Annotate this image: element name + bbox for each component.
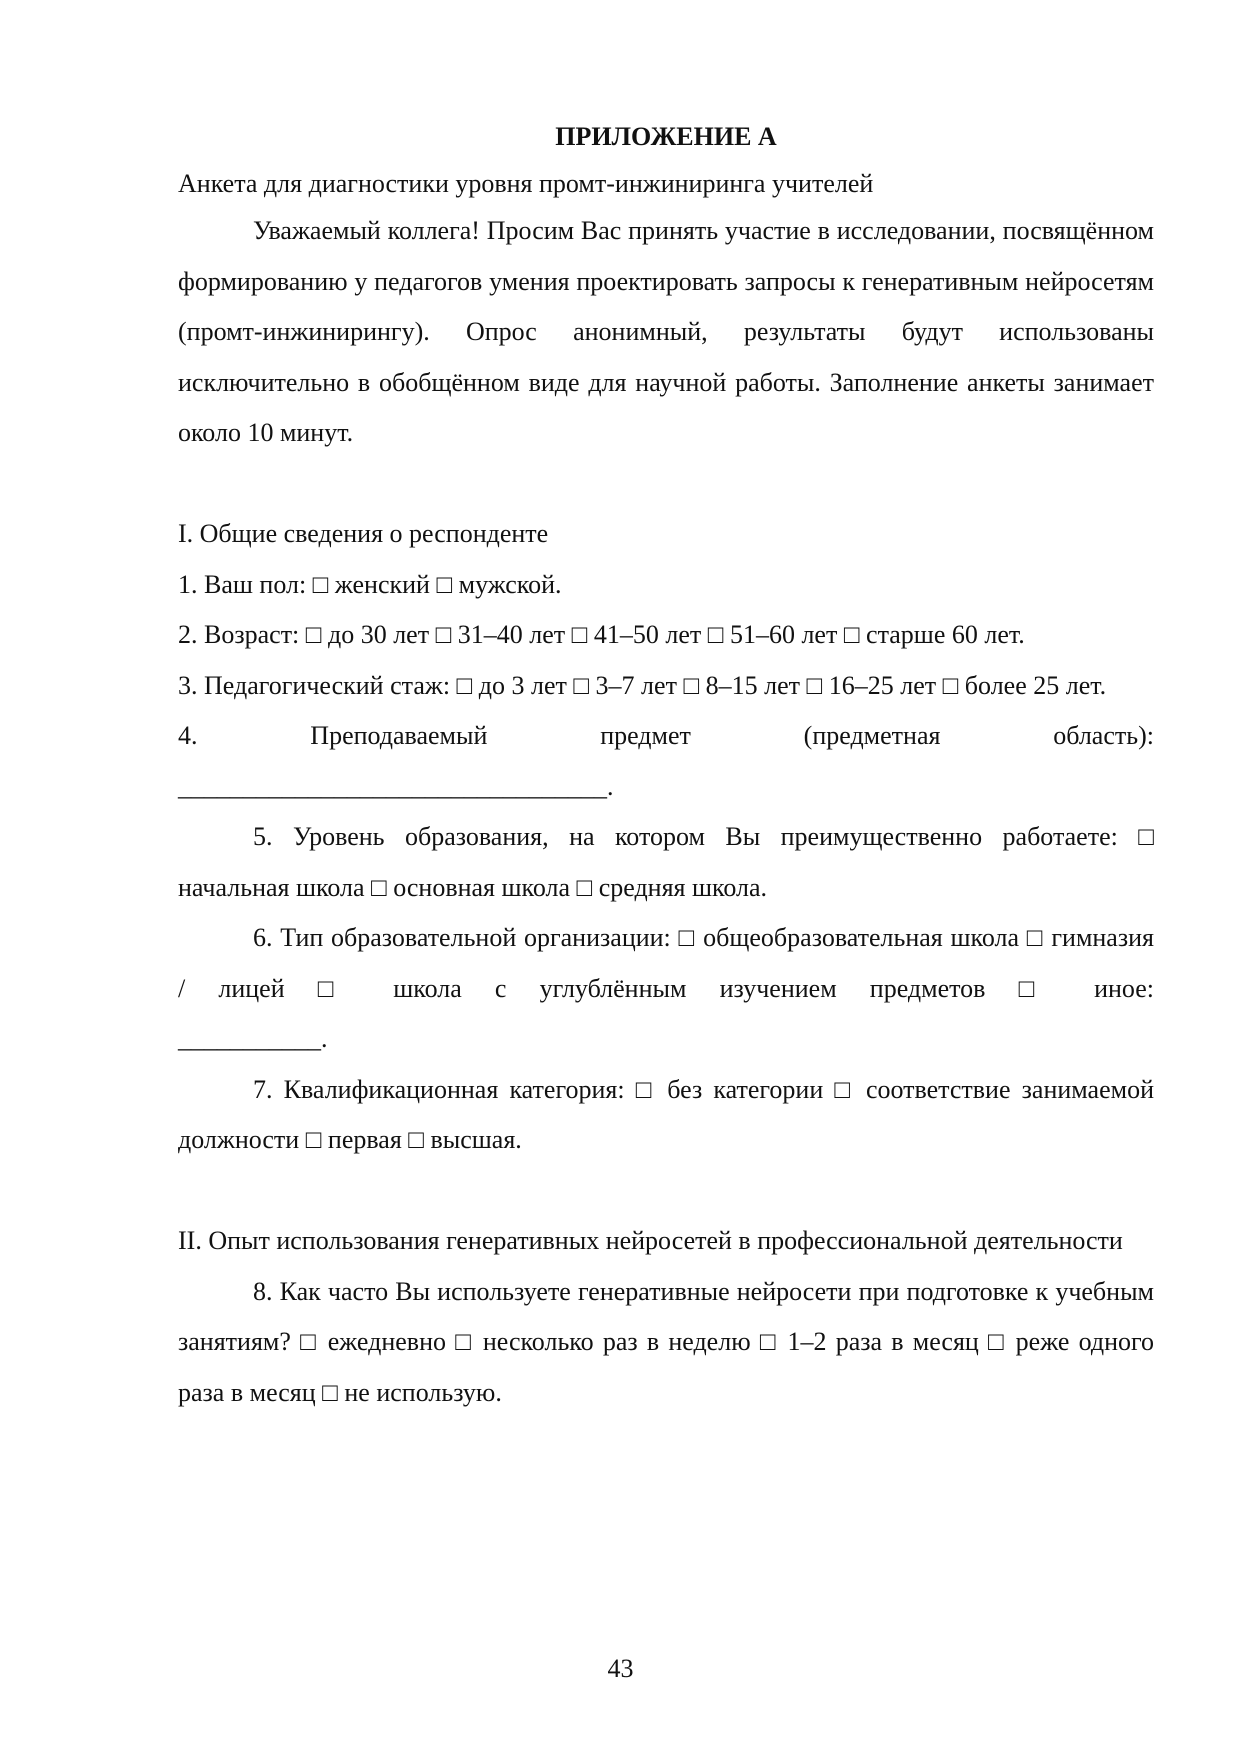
question-4 (178, 711, 1154, 812)
document-body (178, 112, 1154, 1418)
question-7: 7. Квалификационная категория: □ без категории □ соответствие занимаемой должности □ первая □ высшая. (178, 1074, 1154, 1154)
page-number: 43 (607, 1654, 634, 1683)
question-2: 2. Возраст: □ до 30 лет □ 31–40 лет □ 41–50 лет □ 51–60 лет □ старше 60 лет. (178, 620, 1025, 649)
question-6-answer-line: ___________. (178, 1024, 328, 1053)
question-8: 8. Как часто Вы используете генеративные нейросети при подготовке к учебным занятиям? □ ежедневно □ несколько раз в неделю □ 1–2 раза в месяц □ реже одного раза в месяц □ не использую. (178, 1276, 1154, 1407)
section-2-heading: II. Опыт использования генеративных нейросетей в профессиональной деятельности (178, 1226, 1123, 1255)
intro-paragraph: Уважаемый коллега! Просим Вас принять участие в исследовании, посвящённом формированию у педагогов умения проектировать запросы к генеративным нейросетям (промт-инжинирингу). Опрос анонимный, результаты будут использованы исключительно в обобщённом виде для научной работы. Заполнение анкеты занимает около 10 минут. (178, 216, 1154, 447)
question-1: 1. Ваш пол: □ женский □ мужской. (178, 569, 562, 599)
question-4-text: 4. Преподаваемый предмет (предметная область): (178, 721, 1154, 750)
appendix-title: ПРИЛОЖЕНИЕ А (555, 122, 777, 151)
question-5: 5. Уровень образования, на котором Вы преимущественно работаете: □ начальная школа □ основная школа □ средняя школа. (178, 822, 1154, 902)
questionnaire-subtitle: Анкета для диагностики уровня промт-инжиниринга учителей (178, 169, 874, 198)
question-3: 3. Педагогический стаж: □ до 3 лет □ 3–7 лет □ 8–15 лет □ 16–25 лет □ более 25 лет. (178, 670, 1107, 700)
question-6 (178, 913, 1154, 1065)
question-6-text: 6. Тип образовательной организации: □ общеобразовательная школа □ гимназия / лицей □ школа с углублённым изучением предметов □ иное: (178, 923, 1154, 1003)
question-4-answer-line: _________________________________. (178, 771, 614, 801)
section-1-heading: I. Общие сведения о респонденте (178, 519, 549, 548)
spacer (178, 1166, 1154, 1217)
spacer (178, 459, 1154, 510)
